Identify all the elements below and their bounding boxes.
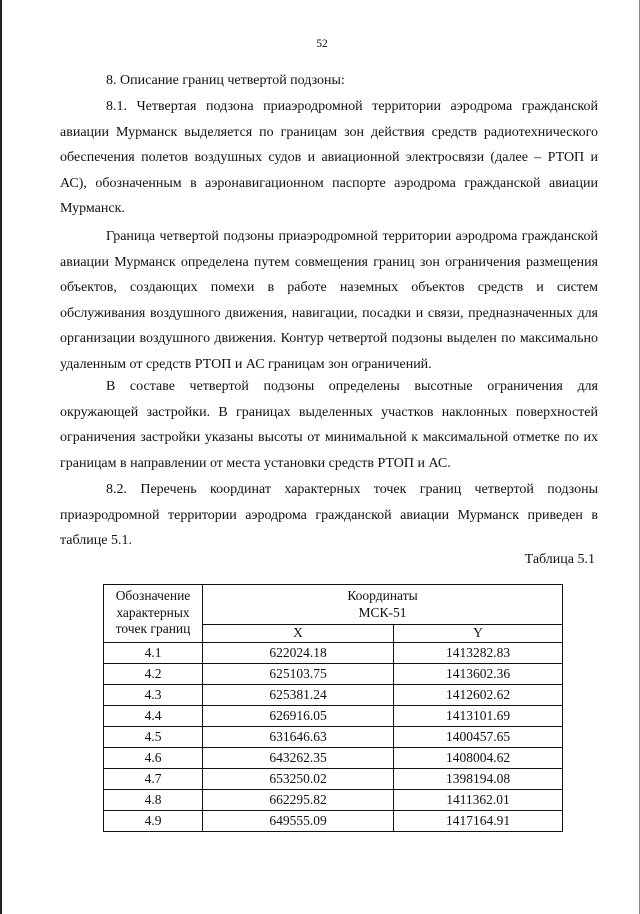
table-row [104,685,563,706]
table-caption: Таблица 5.1 [524,552,595,567]
section-heading: 8. Описание границ четвертой подзоны: [106,73,345,88]
table-row [104,664,563,685]
table-row [104,769,563,790]
table-row [104,790,563,811]
x-coordinate-cell: 625381.24 [203,685,394,706]
y-column-header: Y [394,624,563,642]
x-column-header: X [203,624,394,642]
x-coordinate-cell: 662295.82 [203,790,394,811]
point-cell: 4.4 [104,706,203,727]
x-coordinate-cell: 653250.02 [203,769,394,790]
y-coordinate-cell: 1413282.83 [394,643,563,664]
table-row [104,811,563,832]
y-coordinate-cell: 1413602.36 [394,664,563,685]
x-coordinate-cell: 626916.05 [203,706,394,727]
y-coordinate-cell: 1400457.65 [394,727,563,748]
point-column-header: Обозначение характерных точек границ [104,585,203,643]
coordinates-header-text: Координаты МСК-51 [347,588,418,621]
point-cell: 4.8 [104,790,203,811]
coordinates-column-header [203,585,563,625]
point-cell: 4.9 [104,811,203,832]
y-coordinate-cell: 1413101.69 [394,706,563,727]
table-row [104,748,563,769]
y-coordinate-cell: 1408004.62 [394,748,563,769]
point-cell: 4.6 [104,748,203,769]
table-row [104,727,563,748]
y-coordinate-cell: 1411362.01 [394,790,563,811]
y-coordinate-cell: 1398194.08 [394,769,563,790]
x-coordinate-cell: 625103.75 [203,664,394,685]
point-cell: 4.2 [104,664,203,685]
paragraph-boundary: Граница четвертой подзоны приаэродромной территории аэродрома гражданской авиации Мурманск определена путем совмещения границ зон ограничения размещения объектов, создающих помехи в работе наземных объектов средств и систем обслуживания воздушного движения, навигации, посадки и связи, предназначенных для организации воздушного движения. Контур четвертой подзоны выделен по максимально удаленным от средств РТОП и АС границам зон ограничений. [60,229,598,372]
point-cell: 4.5 [104,727,203,748]
coordinates-table [103,584,563,832]
paragraph-8-2: 8.2. Перечень координат характерных точек границ четвертой подзоны приаэродромной территории аэродрома гражданской авиации Мурманск приведен в таблице 5.1. [60,482,598,548]
y-coordinate-cell: 1417164.91 [394,811,563,832]
table-row [104,706,563,727]
x-coordinate-cell: 622024.18 [203,643,394,664]
x-coordinate-cell: 631646.63 [203,727,394,748]
y-coordinate-cell: 1412602.62 [394,685,563,706]
paragraph-height-limits: В составе четвертой подзоны определены высотные ограничения для окружающей застройки. В границах выделенных участков наклонных поверхностей ограничения застройки указаны высоты от минимальной к максимальной отметке по их границам в направлении от места установки средств РТОП и АС. [60,379,598,471]
table-body [104,643,563,832]
point-cell: 4.7 [104,769,203,790]
table-row [104,643,563,664]
x-coordinate-cell: 643262.35 [203,748,394,769]
point-cell: 4.1 [104,643,203,664]
x-coordinate-cell: 649555.09 [203,811,394,832]
page-number: 52 [316,38,328,50]
paragraph-8-1: 8.1. Четвертая подзона приаэродромной территории аэродрома гражданской авиации Мурманск выделяется по границам зон действия средств радиотехнического обеспечения полетов воздушных судов и авиационной электросвязи (далее – РТОП и АС), обозначенным в аэронавигационном паспорте аэродрома гражданской авиации Мурманск. [60,99,598,216]
point-cell: 4.3 [104,685,203,706]
